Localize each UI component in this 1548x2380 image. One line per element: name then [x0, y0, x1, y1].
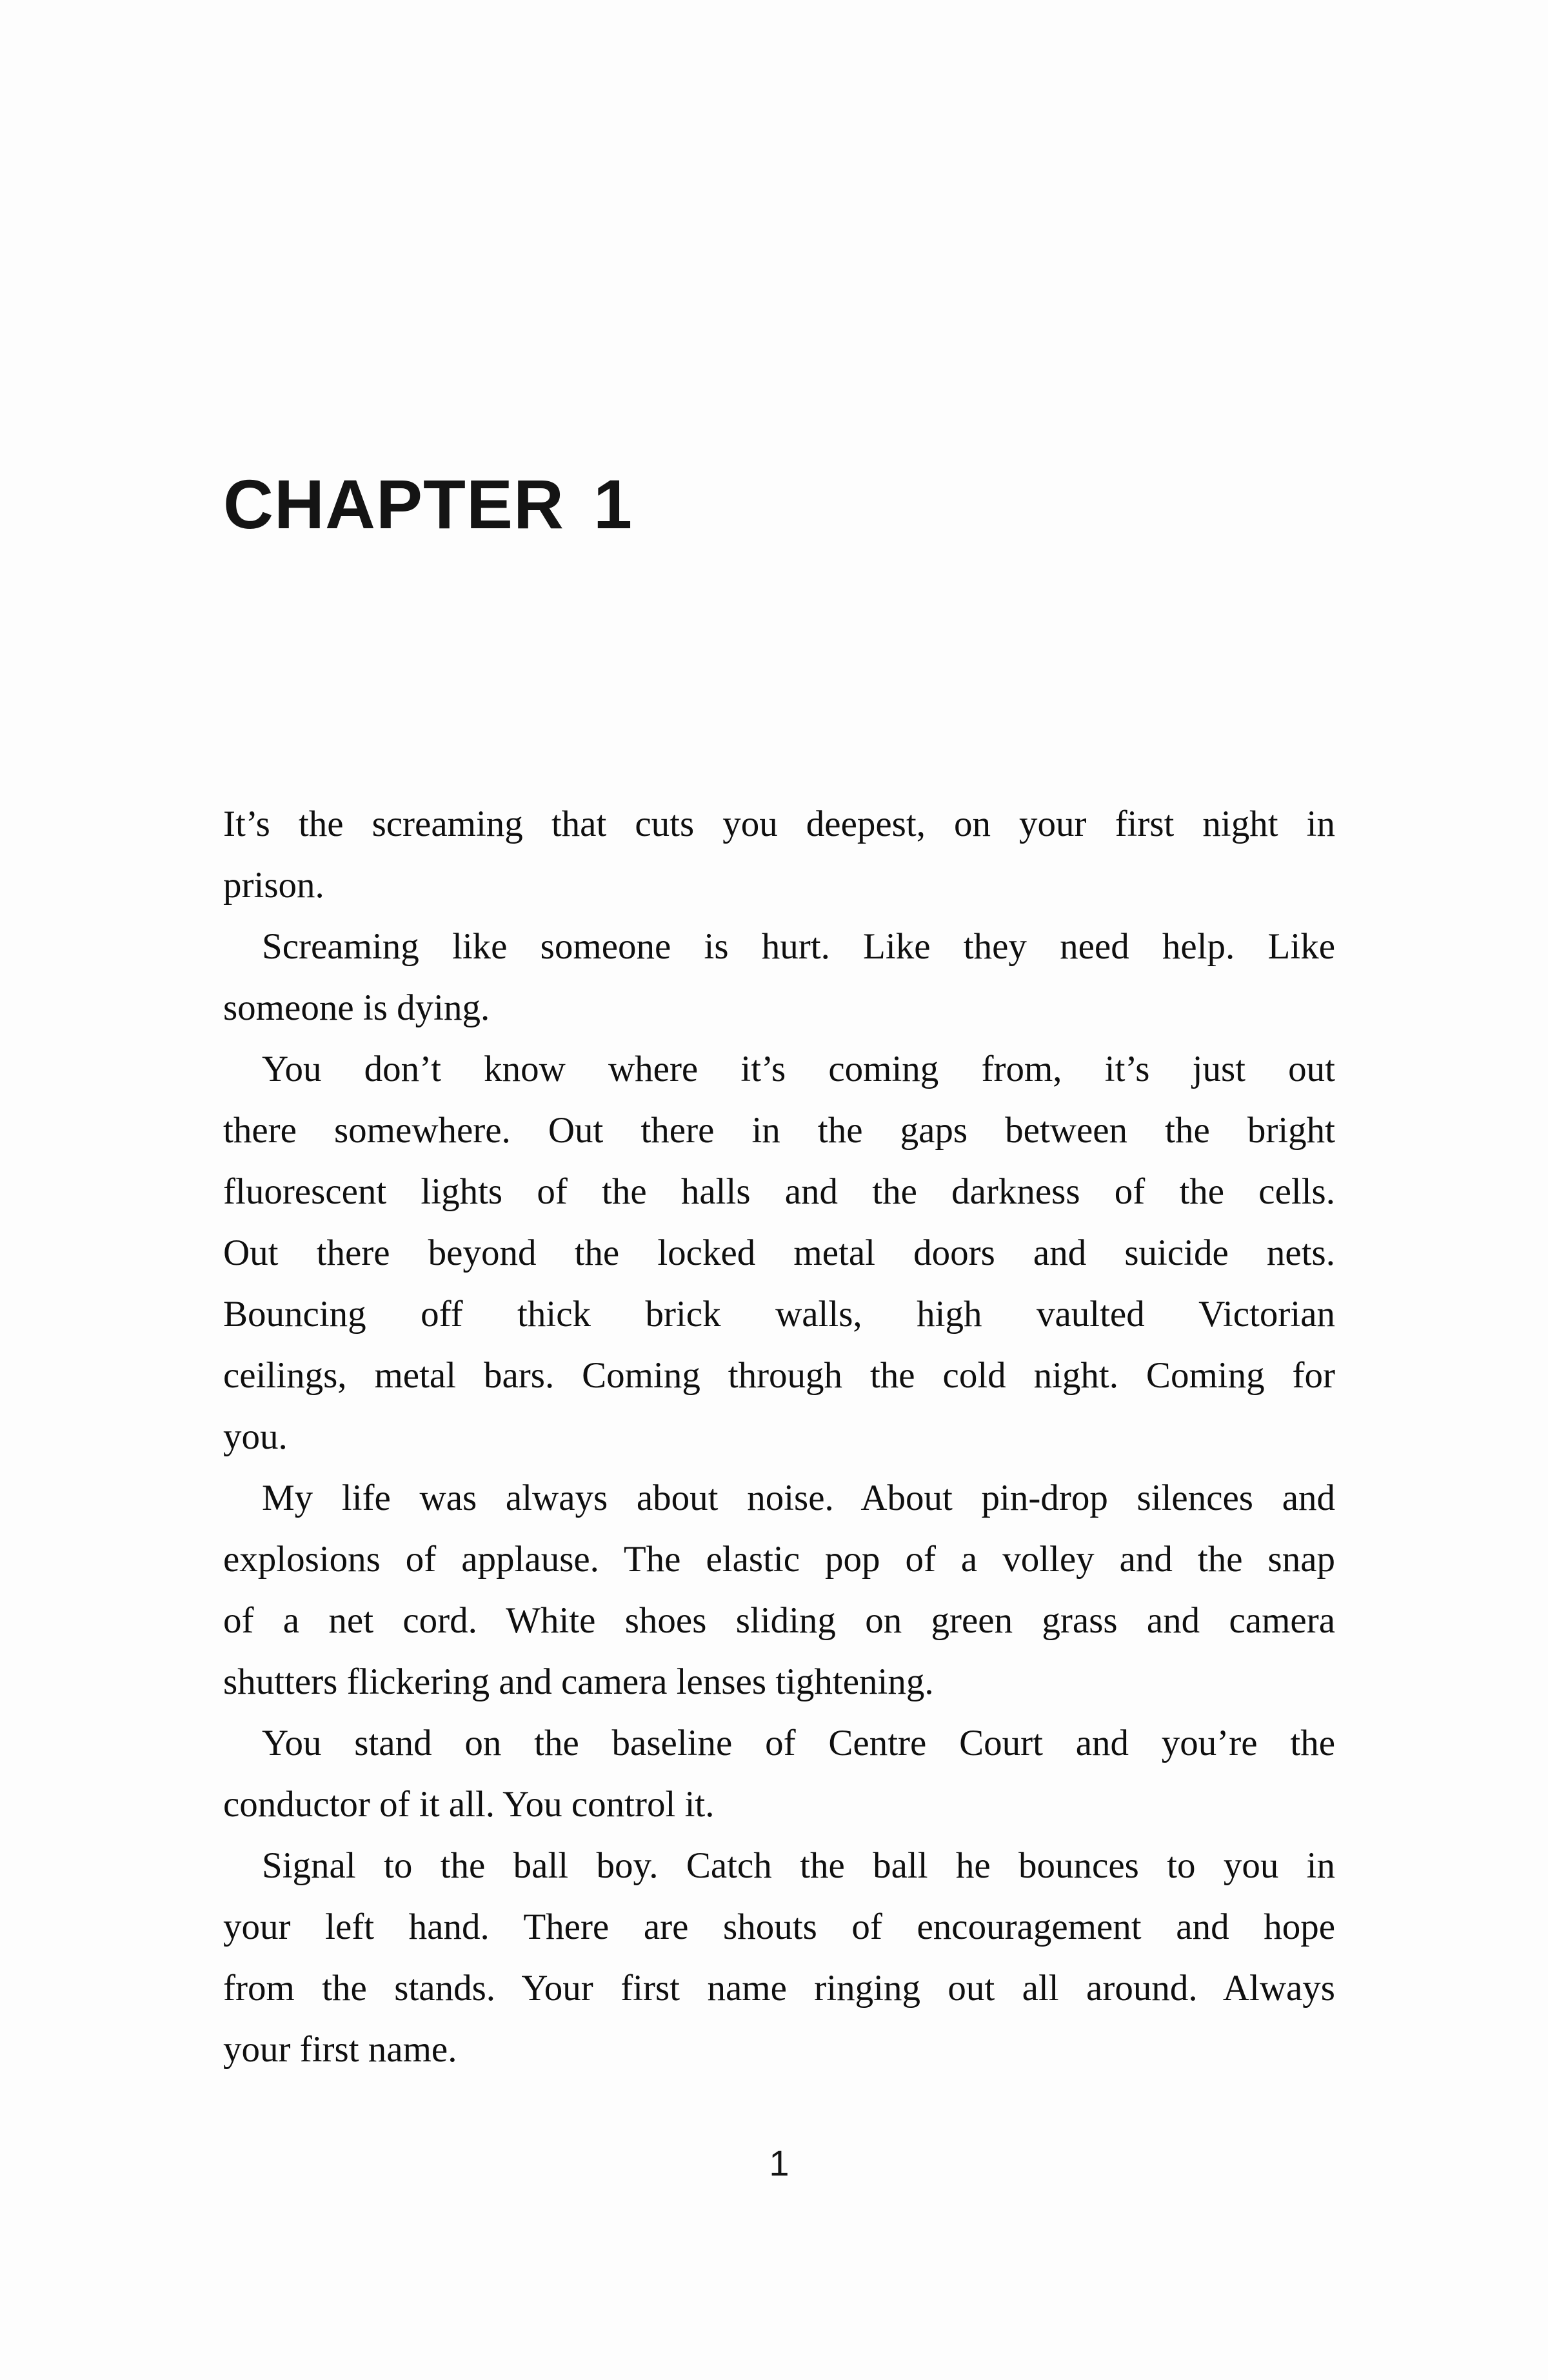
- body-line: your first name.: [223, 2029, 457, 2070]
- paragraph: [223, 793, 1335, 916]
- page-number: 1: [769, 2143, 789, 2183]
- chapter-heading: CHAPTER 1: [223, 465, 633, 543]
- body-line: shutters flickering and camera lenses tightening.: [223, 1661, 934, 1702]
- body-line: You stand on the baseline of Centre Court and you’re the: [262, 1723, 1335, 1763]
- body-line: Signal to the ball boy. Catch the ball he bounces to you in: [262, 1845, 1335, 1886]
- body-line: explosions of applause. The elastic pop of a volley and the snap: [223, 1539, 1335, 1580]
- body-line: Screaming like someone is hurt. Like they need help. Like: [262, 926, 1335, 967]
- paragraph: [223, 1835, 1335, 2080]
- body-line: from the stands. Your first name ringing out all around. Always: [223, 1968, 1335, 2008]
- body-line: conductor of it all. You control it.: [223, 1784, 715, 1825]
- body-text: [223, 793, 1335, 2080]
- body-line: Bouncing off thick brick walls, high vaulted Victorian: [223, 1294, 1335, 1334]
- body-line: My life was always about noise. About pin-drop silences and: [262, 1478, 1335, 1518]
- paragraph: [223, 1467, 1335, 1712]
- body-line: fluorescent lights of the halls and the darkness of the cells.: [223, 1171, 1335, 1212]
- paragraph: [223, 1038, 1335, 1467]
- body-line: you.: [223, 1416, 288, 1457]
- paragraph: [223, 1712, 1335, 1835]
- body-line: You don’t know where it’s coming from, it’s just out: [262, 1049, 1335, 1089]
- body-line: of a net cord. White shoes sliding on green grass and camera: [223, 1600, 1335, 1641]
- body-line: prison.: [223, 865, 324, 906]
- body-line: ceilings, metal bars. Coming through the cold night. Coming for: [223, 1355, 1335, 1396]
- body-line: there somewhere. Out there in the gaps between the bright: [223, 1110, 1335, 1151]
- body-line: someone is dying.: [223, 987, 490, 1028]
- body-line: Out there beyond the locked metal doors and suicide nets.: [223, 1233, 1335, 1273]
- paragraph: [223, 916, 1335, 1038]
- body-line: It’s the screaming that cuts you deepest, on your first night in: [223, 804, 1335, 844]
- body-line: your left hand. There are shouts of encouragement and hope: [223, 1907, 1335, 1947]
